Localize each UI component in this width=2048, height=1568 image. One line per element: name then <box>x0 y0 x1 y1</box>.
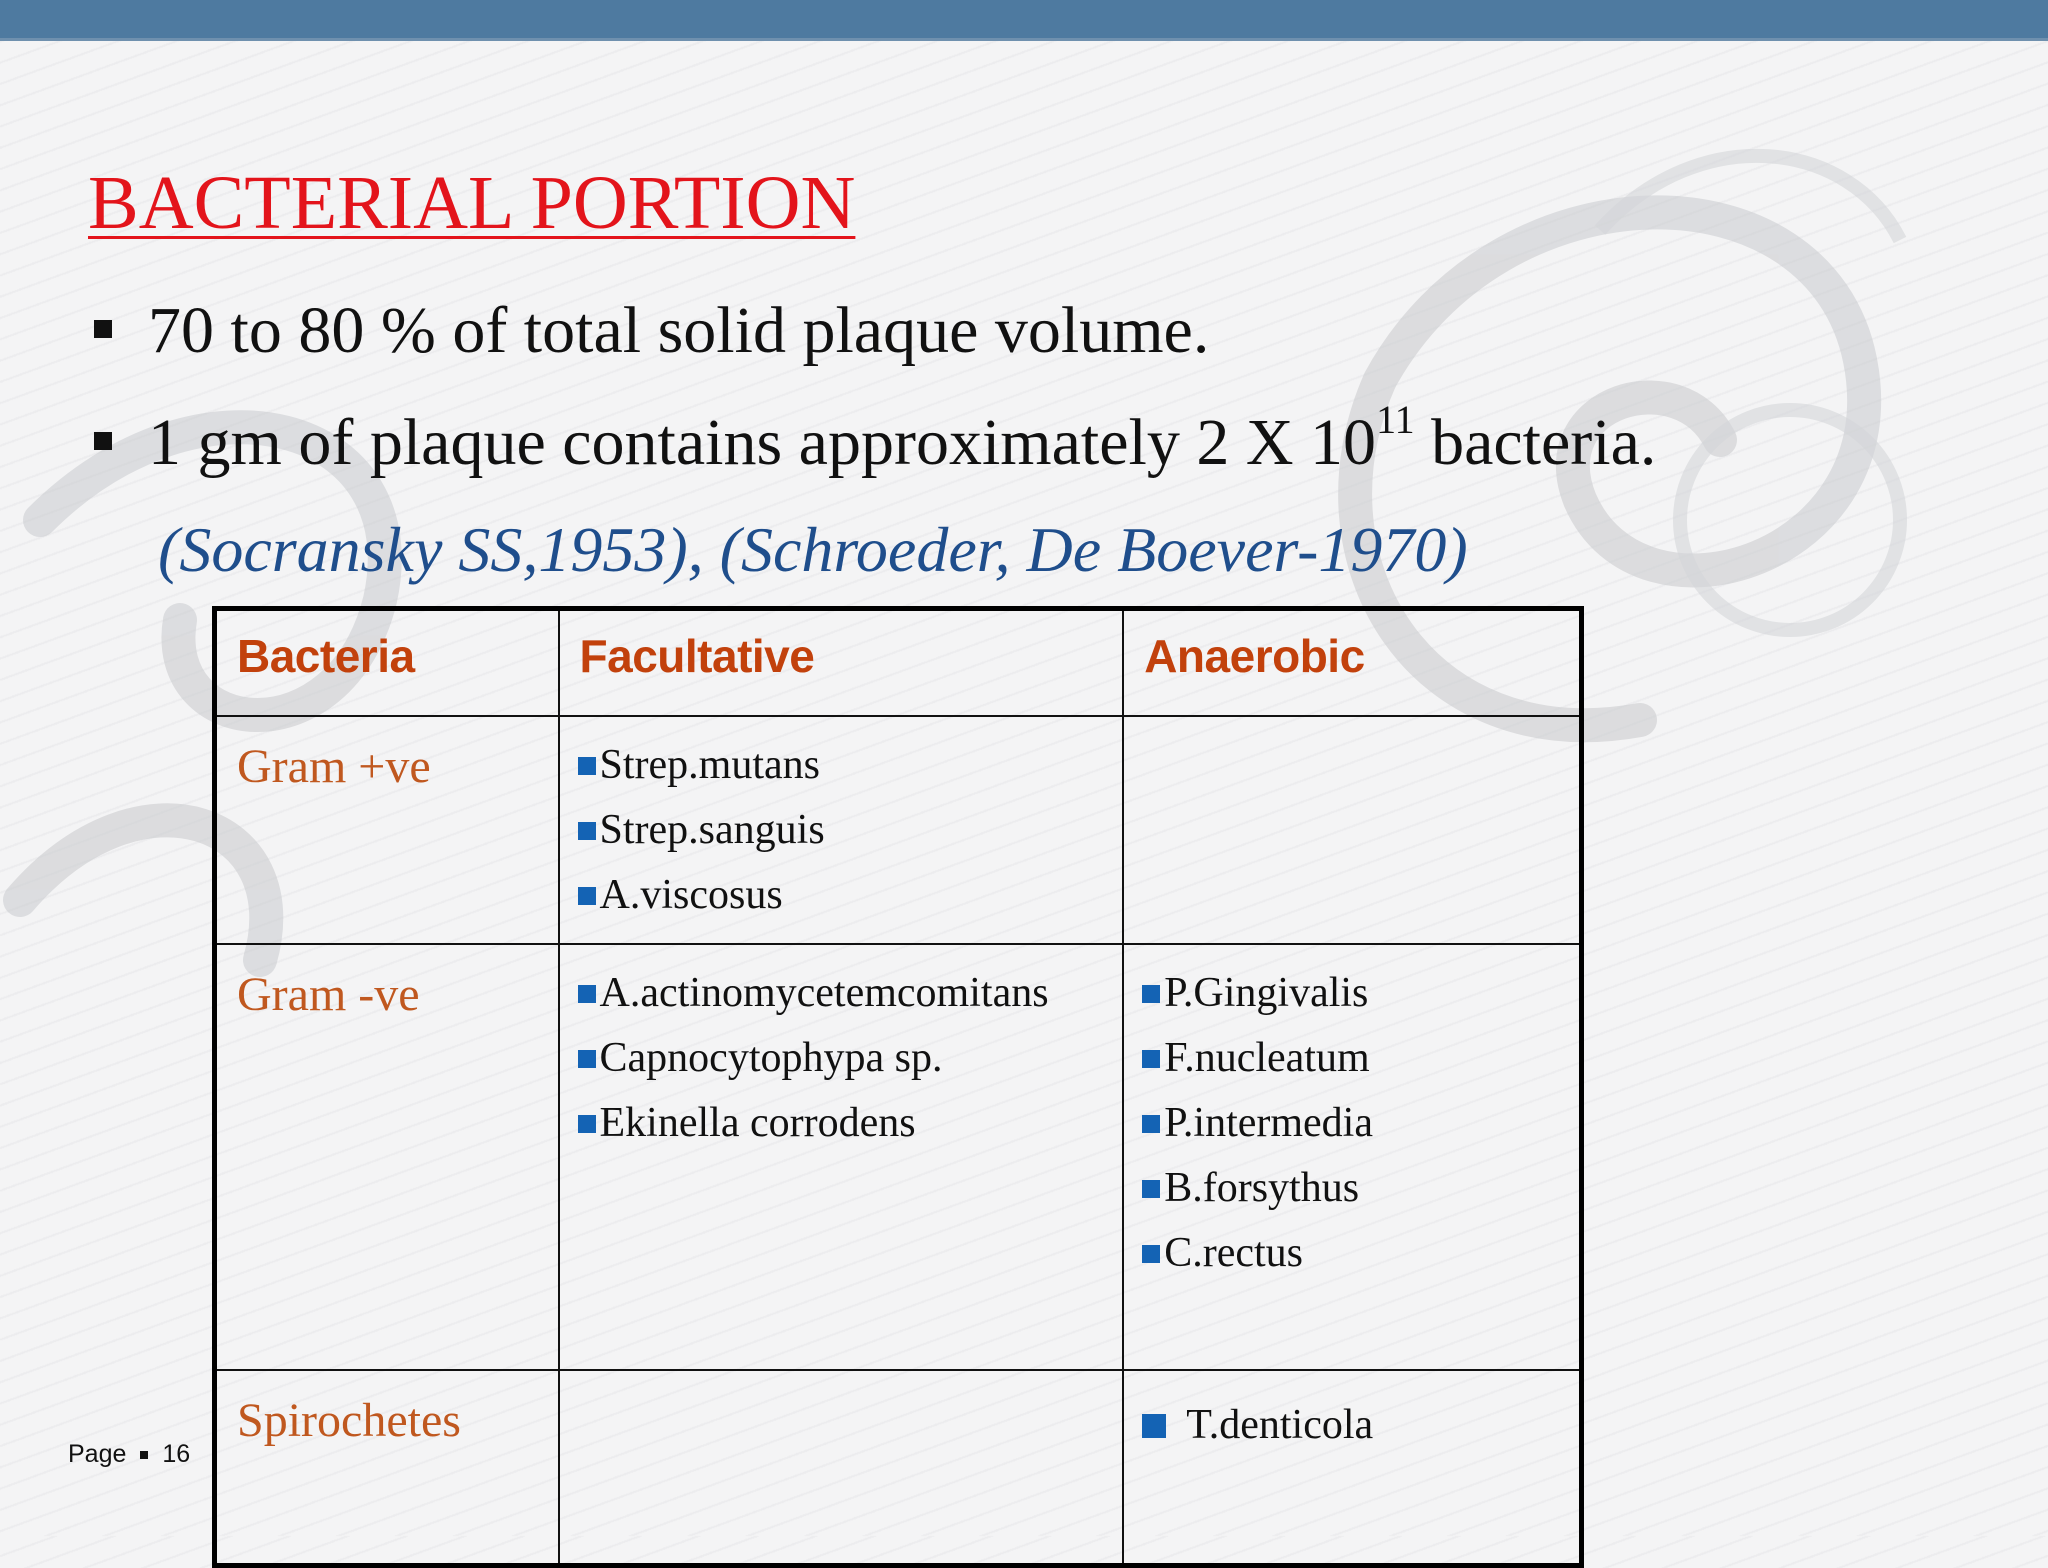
row-label: Gram +ve <box>215 716 559 944</box>
facultative-cell <box>559 1370 1124 1566</box>
exponent: 11 <box>1376 397 1415 442</box>
anaerobic-cell <box>1123 716 1581 944</box>
list-item <box>578 733 1123 798</box>
bacteria-table <box>212 606 1584 1568</box>
item-text: Capnocytophypa sp. <box>599 1035 943 1081</box>
facultative-cell <box>559 944 1124 1370</box>
item-text: C.rectus <box>1164 1230 1303 1276</box>
row-label: Gram -ve <box>215 944 559 1370</box>
bullet-plaque-volume <box>94 294 1210 367</box>
square-bullet-icon <box>94 320 112 338</box>
table-header-row <box>215 609 1582 717</box>
list-item <box>578 863 1123 928</box>
bullet-text <box>148 397 1657 479</box>
bullet-text: 70 to 80 % of total solid plaque volume. <box>148 294 1210 367</box>
blue-square-bullet-icon <box>578 1050 596 1068</box>
separator-dot-icon <box>140 1451 148 1459</box>
blue-square-bullet-icon <box>578 1115 596 1133</box>
table-row-gram-positive <box>215 716 1582 944</box>
list-item <box>578 1091 1123 1156</box>
blue-square-bullet-icon <box>1142 985 1160 1003</box>
list-item <box>578 798 1123 863</box>
list-item <box>1142 961 1579 1026</box>
blue-square-bullet-icon <box>1142 1180 1160 1198</box>
item-text: A.actinomycetemcomitans <box>599 970 1049 1016</box>
item-text: A.viscosus <box>599 872 783 918</box>
anaerobic-cell <box>1123 944 1581 1370</box>
square-bullet-icon <box>94 432 112 450</box>
item-text: Strep.mutans <box>599 742 821 788</box>
list-item <box>1142 1026 1579 1091</box>
bullet-text-prefix: 1 gm of plaque contains approximately 2 X 10 <box>148 406 1377 479</box>
bullet-text-suffix: bacteria. <box>1414 406 1657 479</box>
item-text: P.intermedia <box>1164 1100 1373 1146</box>
table-row-gram-negative <box>215 944 1582 1370</box>
header-facultative: Facultative <box>559 609 1124 717</box>
slide-title: BACTERIAL PORTION <box>88 161 856 245</box>
item-text: F.nucleatum <box>1164 1035 1370 1081</box>
list-item <box>1142 1221 1579 1286</box>
blue-square-bullet-icon <box>1142 1115 1160 1133</box>
item-text: T.denticola <box>1186 1402 1374 1448</box>
item-text: Ekinella corrodens <box>599 1100 916 1146</box>
item-text: P.Gingivalis <box>1164 970 1369 1016</box>
anaerobic-cell <box>1123 1370 1581 1566</box>
blue-square-bullet-icon <box>578 822 596 840</box>
bullet-bacteria-count <box>94 397 1657 479</box>
blue-square-bullet-icon <box>578 985 596 1003</box>
list-item <box>1142 1156 1579 1221</box>
item-text: Strep.sanguis <box>599 807 825 853</box>
facultative-cell <box>559 716 1124 944</box>
table-row-spirochetes <box>215 1370 1582 1566</box>
list-item <box>578 1026 1123 1091</box>
header-bacteria: Bacteria <box>215 609 559 717</box>
citation: (Socransky SS,1953), (Schroeder, De Boever-1970) <box>158 514 1468 585</box>
list-item <box>1142 1393 1579 1458</box>
page-label: Page <box>68 1440 127 1468</box>
header-anaerobic: Anaerobic <box>1123 609 1581 717</box>
blue-square-bullet-icon <box>578 887 596 905</box>
list-item <box>1142 1091 1579 1156</box>
blue-square-bullet-icon <box>1142 1414 1166 1438</box>
list-item <box>578 961 1123 1026</box>
item-text: B.forsythus <box>1164 1165 1360 1211</box>
blue-square-bullet-icon <box>1142 1050 1160 1068</box>
blue-square-bullet-icon <box>1142 1245 1160 1263</box>
blue-square-bullet-icon <box>578 757 596 775</box>
page-number: 16 <box>162 1440 191 1468</box>
page-number-footer <box>68 1440 190 1469</box>
row-label: Spirochetes <box>215 1370 559 1566</box>
top-banner <box>0 0 2048 41</box>
